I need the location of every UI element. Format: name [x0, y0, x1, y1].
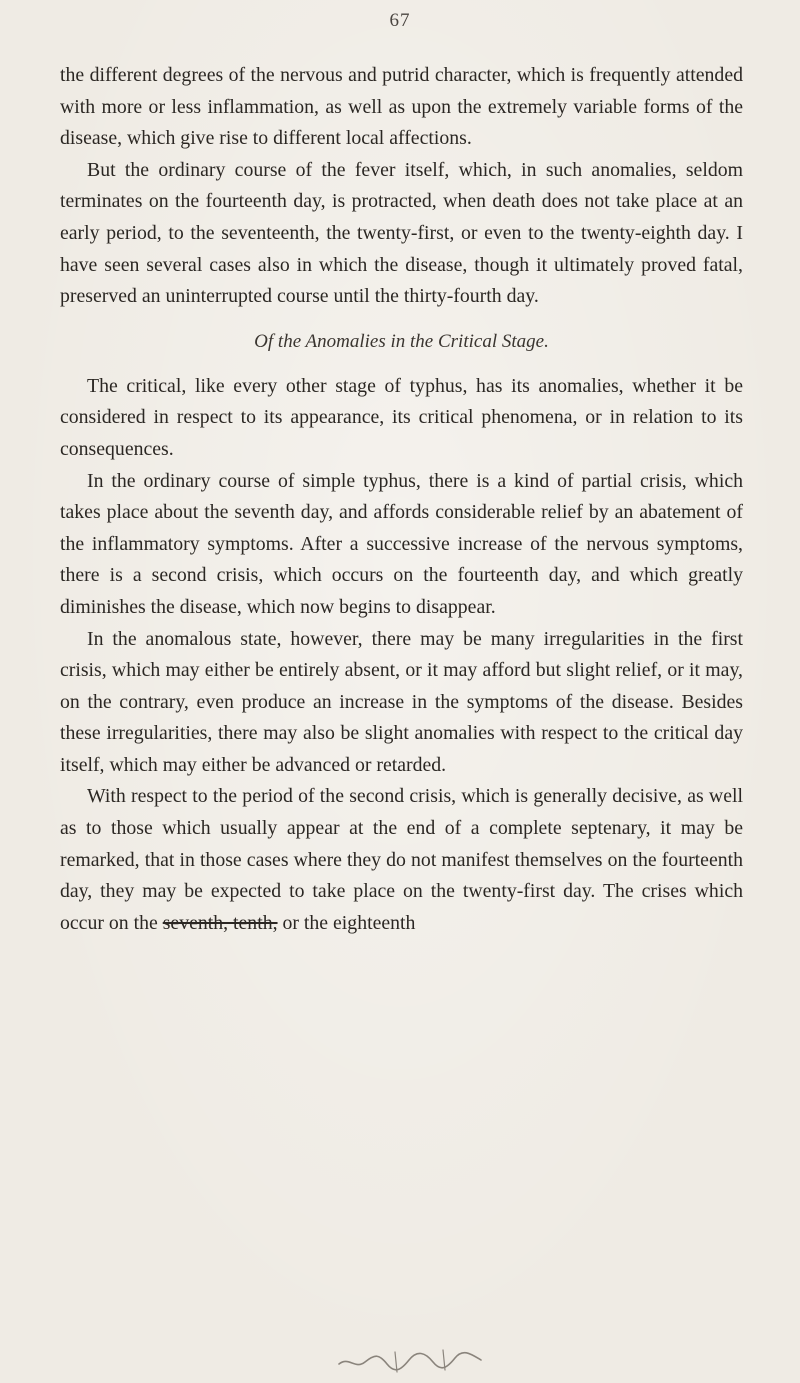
paragraph-partial-crisis: In the ordinary course of simple typhus, there is a kind of partial crisis, which takes place about the seventh day, and affords considerable relief by an abatement of the inflammatory symptoms. After a successive increase of the nervous symptoms, there is a second crisis, which occurs on the fourteenth day, and which greatly diminishes the disease, which now begins to disappear.: [60, 469, 743, 618]
section-heading: Of the Anomalies in the Critical Stage.: [254, 330, 549, 352]
paragraph-continuation: the different degrees of the nervous and putrid character, which is frequently attended with more or less inflammation, as well as upon the extremely variable forms of the disease, which give rise to different local affections.: [60, 64, 743, 150]
paragraph-ordinary-course: But the ordinary course of the fever itself, which, in such anomalies, seldom terminates on the fourteenth day, is protracted, when death does not take place at an early period, to the seventeenth, the twenty-first, or even to the twenty-eighth day. I have seen several cases also in which the disease, though it ultimately proved fatal, preserved an uninterrupted course until the thirty-fourth day.: [60, 158, 743, 308]
page-number: 67: [389, 10, 411, 31]
paragraph-anomalous-state: In the anomalous state, however, there may be many irregularities in the first crisis, which may either be entirely absent, or it may afford but slight relief, or it may, on the contrary, even produce an increase in the symptoms of the disease. Besides these irregularities, there may also be slight anomalies with respect to the critical day itself, which may either be advanced or retarded.: [60, 627, 743, 776]
body-text: [60, 60, 743, 939]
paragraph-second-crisis-text: With respect to the period of the second crisis, which is generally decisive, as well as to those which usually appear at the end of a complete septenary, it may be remarked, that in those cases where they do not manifest themselves on the fourteenth day, they may be expected to take place on the twenty-first day. The crises which occur on the: [60, 785, 743, 934]
handwritten-scribble: [335, 1346, 485, 1374]
struck-through-text: seventh, tenth,: [162, 911, 278, 934]
paragraph-second-crisis-tail: or the eighteenth: [277, 911, 416, 934]
paragraph-critical-stage: The critical, like every other stage of typhus, has its anomalies, whether it be considered in respect to its appearance, its critical phenomena, or in relation to its consequences.: [60, 374, 743, 460]
paragraph-second-crisis: [60, 781, 743, 939]
